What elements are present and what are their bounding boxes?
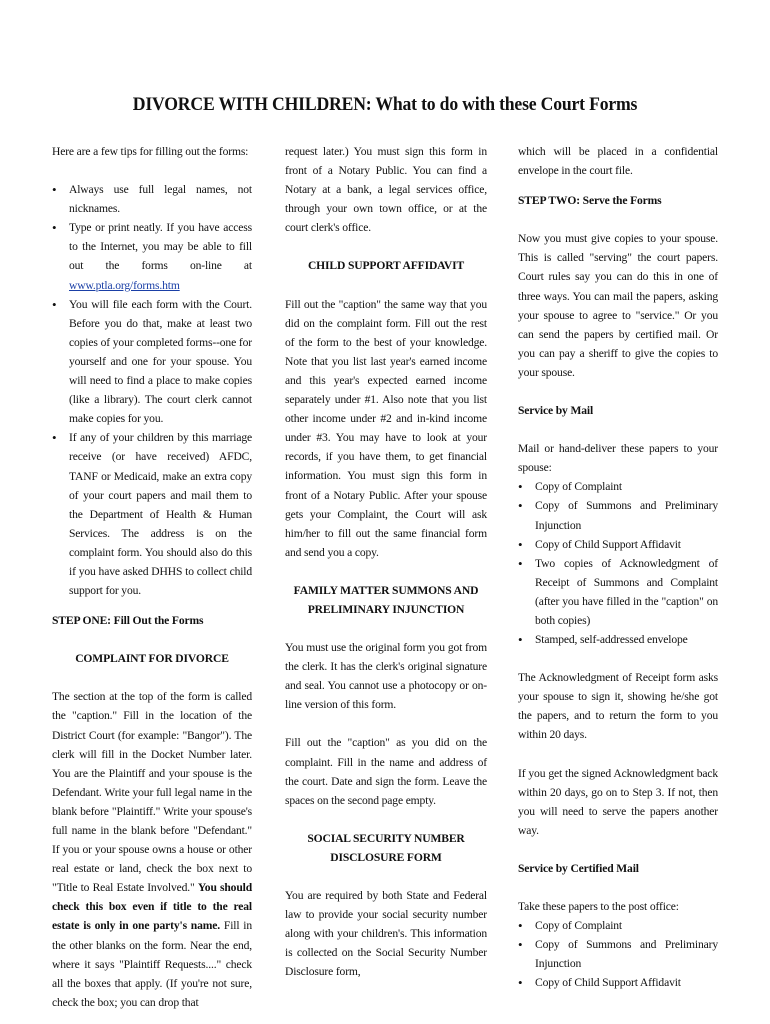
intro-text: Here are a few tips for filling out the forms:	[52, 145, 249, 158]
ssn-heading: SOCIAL SECURITY NUMBER DISCLOSURE FORM	[307, 831, 465, 864]
cert-heading: Service by Certified Mail	[518, 861, 639, 875]
complaint-bold-note: You should check this box even if title to the real estate is only in one party's name.	[52, 881, 252, 933]
list-item: • Copy of Complaint	[518, 477, 718, 496]
ack-text-2: If you get the signed Acknowledgment back within 20 days, go on to Step 3. If not, then you will need to serve the papers another way.	[518, 766, 718, 837]
ack-text: The Acknowledgment of Receipt form asks your spouse to sign it, showing he/she got the papers, and to return the form to you within 20 days.	[518, 671, 718, 742]
column-2	[285, 142, 487, 981]
ssn-text: You are required by both State and Federal law to provide your social security number along with your children's. This information is collected on the Social Security Number Disclosure form,	[285, 889, 487, 979]
mail-list	[518, 477, 718, 649]
list-item: • Copy of Summons and Preliminary Injunction	[518, 935, 718, 973]
list-item: • Stamped, self-addressed envelope	[518, 630, 718, 649]
csa-text: Fill out the "caption" the same way that you did on the complaint form. Fill out the rest of the form to the best of your knowledge. Note that you list last year's earned income and this year's expected earned income separately under #1. Also note that you list other income under #2 and in-kind income under #3. You may have to look at your records, if you have them, to get financial information. You must sign this form in front of a Notary Public. After your spouse gets your Complaint, the Court will ask him/her to fill out the same financial form and send you a copy.	[285, 297, 487, 559]
ssn-continued-text: which will be placed in a confidential envelope in the court file.	[518, 145, 718, 178]
cert-list	[518, 916, 718, 992]
list-item: • Copy of Summons and Preliminary Injunction	[518, 496, 718, 534]
mail-heading: Service by Mail	[518, 404, 594, 418]
fm-heading: FAMILY MATTER SUMMONS AND PRELIMINARY INJUNCTION	[293, 583, 479, 616]
step-two-heading: STEP TWO: Serve the Forms	[518, 194, 662, 208]
list-item: • If any of your children by this marriage receive (or have received) AFDC, TANF or Medicaid, make an extra copy of your court papers and mail them to the Department of Health & Human Services. The address is on the complaint form. You should also do this if you have asked DHHS to collect child support for you.	[52, 428, 252, 600]
fm-text-1: You must use the original form you got from the clerk. It has the clerk's original signature and seal. You cannot use a photocopy or on-line version of this form.	[285, 641, 487, 712]
list-item: • You will file each form with the Court. Before you do that, make at least two copies of your completed forms--one for yourself and one for your spouse. You will need to find a place to make copies (like a library). The court clerk cannot make copies for you.	[52, 295, 252, 429]
csa-heading: CHILD SUPPORT AFFIDAVIT	[307, 259, 465, 273]
column-3	[518, 142, 718, 992]
tips-list	[52, 180, 252, 600]
step-one-heading: STEP ONE: Fill Out the Forms	[52, 614, 204, 628]
page-title: DIVORCE WITH CHILDREN: What to do with these Court Forms	[132, 94, 638, 115]
list-item: • Two copies of Acknowledgment of Receipt of Summons and Complaint (after you have filled in the "caption" on both copies)	[518, 554, 718, 630]
list-item: • Copy of Child Support Affidavit	[518, 973, 718, 992]
cert-intro: Take these papers to the post office:	[518, 900, 679, 913]
list-item: • Copy of Complaint	[518, 916, 718, 935]
mail-intro: Mail or hand-deliver these papers to your spouse:	[518, 442, 718, 475]
complaint-heading: COMPLAINT FOR DIVORCE	[75, 652, 229, 666]
complaint-continued-text: request later.) You must sign this form in front of a Notary Public. You can find a Notary at a bank, a legal services office, through your own town office, or at the court clerk's office.	[285, 145, 487, 235]
column-1	[52, 142, 252, 1012]
forms-link[interactable]: www.ptla.org/forms.htm	[69, 278, 180, 292]
complaint-text: The section at the top of the form is called the "caption." Fill in the location of the District Court (for example: "Bangor"). The clerk will fill in the Docket Number later. You are the Plaintiff and your spouse is the Defendant. Write your full legal name in the blank before "Plaintiff." Write your spouse's full name in the blank before "Defendant." If you or your spouse owns a house or other real estate or land, check the box next to "Title to Real Estate Involved." You should check this box even if title to the real estate is only in one party's name. Fill in the other blanks on the form. Near the end, where it says "Plaintiff Requests...." check all the boxes that apply. (If you're not sure, check the box; you can drop that	[52, 690, 253, 1009]
list-item: • Always use full legal names, not nicknames.	[52, 180, 252, 218]
serve-text: Now you must give copies to your spouse. This is called "serving" the court papers. Court rules say you can do this in one of three ways. You can mail the papers, asking your spouse to agree to "service." Or you can send the papers by certified mail. Or you can pay a sheriff to give the copies to your spouse.	[518, 232, 718, 379]
list-item: • Type or print neatly. If you have access to the Internet, you may be able to fill out the forms on-line at www.ptla.org/forms.htm	[52, 218, 252, 294]
list-item: • Copy of Child Support Affidavit	[518, 535, 718, 554]
fm-text-2: Fill out the "caption" as you did on the complaint. Fill in the name and address of the court. Date and sign the form. Leave the spaces on the second page empty.	[285, 736, 487, 807]
